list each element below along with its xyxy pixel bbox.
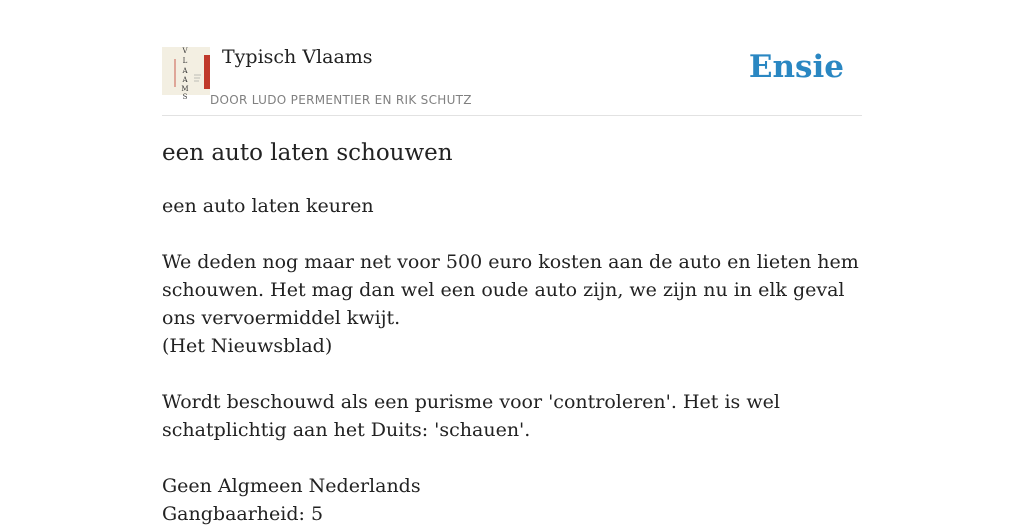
entry-frequency: Gangbaarheid: 5 xyxy=(162,503,324,525)
authors-byline: DOOR LUDO PERMENTIER EN RIK SCHUTZ xyxy=(210,93,472,107)
entry-note: Wordt beschouwd als een purisme voor 'controleren'. Het is wel schatplichtig aan het Duits: 'schauen'. xyxy=(162,391,780,441)
entry-content xyxy=(162,192,862,528)
logo-letter: V xyxy=(182,47,188,55)
logo-letter: L xyxy=(182,57,188,65)
spacer xyxy=(162,220,862,248)
spacer xyxy=(162,360,862,388)
entry-source: (Het Nieuwsblad) xyxy=(162,335,333,357)
spacer xyxy=(162,444,862,472)
book-title-link[interactable]: Typisch Vlaams xyxy=(222,46,373,68)
logo-letter: M xyxy=(181,85,189,93)
page xyxy=(162,0,862,525)
header xyxy=(162,0,862,116)
entry-example: We deden nog maar net voor 500 euro kosten aan de auto en lieten hem schouwen. Het mag dan wel een oude auto zijn, we zijn nu in elk geval ons vervoermiddel kwijt. xyxy=(162,251,859,329)
ensie-logo-link[interactable]: Ensie xyxy=(748,49,844,85)
entry-classification: Geen Algmeen Nederlands xyxy=(162,475,421,497)
book-cover-icon xyxy=(162,47,210,101)
logo-letter: S xyxy=(182,93,188,101)
entry-term: een auto laten schouwen xyxy=(162,140,453,166)
entry-translation: een auto laten keuren xyxy=(162,195,374,217)
logo-letter: A xyxy=(182,67,188,75)
logo-letter: A xyxy=(182,76,188,84)
book-logo[interactable] xyxy=(162,47,210,101)
